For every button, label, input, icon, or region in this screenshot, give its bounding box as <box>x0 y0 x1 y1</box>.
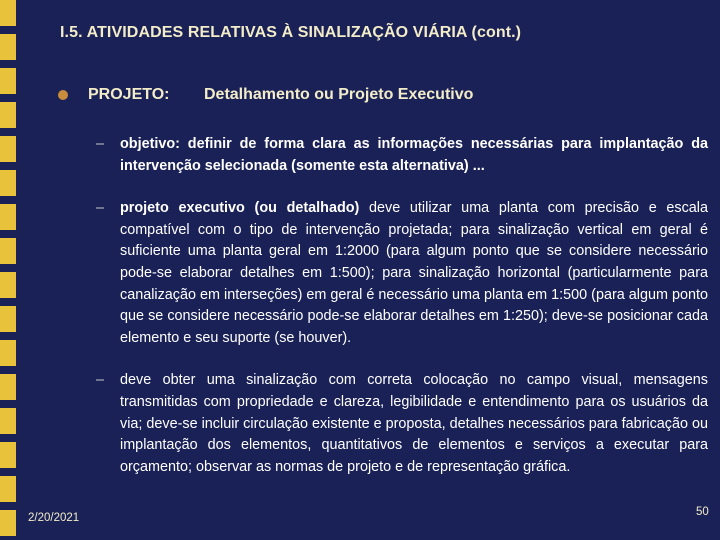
list-item <box>96 370 708 478</box>
item-list <box>96 134 708 478</box>
projeto-value: Detalhamento ou Projeto Executivo <box>204 86 474 103</box>
list-item <box>96 134 708 177</box>
stripe-spacer <box>16 0 22 540</box>
dash-bullet-icon: – <box>96 200 105 217</box>
dash-bullet-icon: – <box>96 372 105 389</box>
item-rest: deve utilizar uma planta com precisão e escala compatível com o tipo de intervenção projetada; para sinalização vertical em geral é suficiente uma planta geral em 1:2000 (para algum ponto que se considere necessário pode-se elaborar detalhes em 1:500); para sinalização horizontal (particularmente para canalização em interseções) em geral é necessário uma planta em 1:500 (para algum ponto que se considere necessário pode-se elaborar detalhes em 1:250); deve-se posicionar cada elemento e seu suporte (se houver). <box>120 200 708 346</box>
item-text <box>120 134 708 177</box>
bullet-dot-icon <box>58 90 68 100</box>
projeto-label: PROJETO: <box>88 86 170 103</box>
page-number: 50 <box>696 506 709 518</box>
item-text <box>120 198 708 349</box>
item-rest: deve obter uma sinalização com correta colocação no campo visual, mensagens transmitidas com propriedade e clareza, legibilidade e entendimento para os usuários da via; deve-se incluir circulação existente e proposta, detalhes necessários para fabricação ou implantação dos elementos, quantitativos de elementos e serviços a executar para orçamento; observar as normas de projeto e de representação gráfica. <box>120 372 708 475</box>
dash-bullet-icon: – <box>96 136 105 152</box>
item-lead: objetivo: definir de forma clara as informações necessárias para implantação da intervenção selecionada (somente esta alternativa) ... <box>120 136 708 174</box>
slide-title: I.5. ATIVIDADES RELATIVAS À SINALIZAÇÃO VIÁRIA (cont.) <box>60 24 522 41</box>
item-lead: projeto executivo (ou detalhado) <box>120 200 360 217</box>
decorative-left-stripe <box>0 0 16 540</box>
list-item <box>96 198 708 349</box>
item-text <box>120 370 708 478</box>
projeto-line <box>58 86 473 104</box>
slide-date: 2/20/2021 <box>28 512 80 524</box>
